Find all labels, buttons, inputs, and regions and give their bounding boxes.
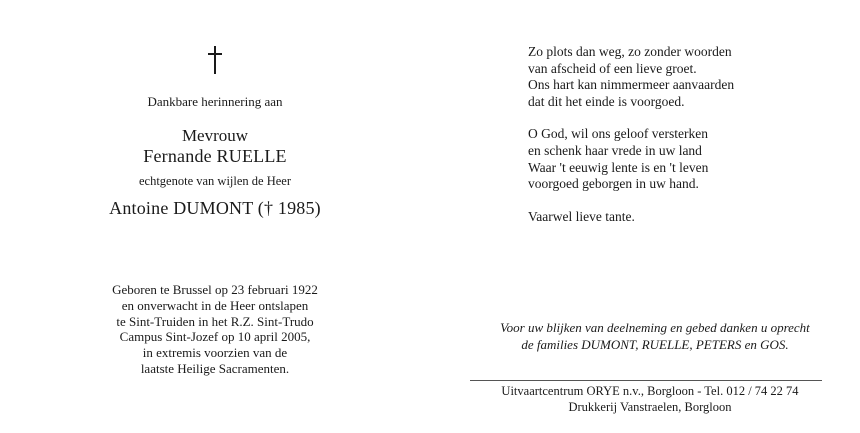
poem-line: voorgoed geborgen in uw hand. — [528, 176, 699, 192]
card-left-panel — [60, 0, 370, 433]
thanks-line: Voor uw blijken van deelneming en gebed danken u oprecht — [500, 320, 810, 335]
poem-line: Zo plots dan weg, zo zonder woorden — [528, 44, 732, 59]
bio-line: Campus Sint-Jozef op 10 april 2005, — [119, 329, 311, 345]
poem-line: dat dit het einde is voorgoed. — [528, 93, 685, 109]
spouse-name: Antoine DUMONT († 1985) — [109, 198, 321, 218]
poem — [528, 44, 828, 241]
thanks-note — [470, 320, 840, 353]
footer — [470, 384, 830, 415]
funeral-home-line: Uitvaartcentrum ORYE n.v., Borgloon - Tel. 012 / 74 22 74 — [501, 384, 799, 398]
poem-line: Vaarwel lieve tante. — [528, 208, 635, 224]
poem-line: van afscheid of een lieve groet. — [528, 60, 697, 76]
bio-line: Geboren te Brussel op 23 februari 1922 — [112, 282, 318, 297]
poem-line: Ons hart kan nimmermeer aanvaarden — [528, 77, 735, 93]
poem-stanza — [528, 209, 828, 226]
cross-icon — [208, 46, 222, 74]
biography — [60, 282, 370, 377]
poem-line: O God, wil ons geloof versterken — [528, 126, 708, 142]
printer-line: Drukkerij Vanstraelen, Borgloon — [568, 399, 732, 414]
bio-line: in extremis voorzien van de — [142, 345, 288, 361]
bio-line: te Sint-Truiden in het R.Z. Sint-Trudo — [116, 313, 314, 329]
poem-line: Waar 't eeuwig lente is en 't leven — [528, 159, 709, 175]
spouse-note: echtgenote van wijlen de Heer — [138, 174, 291, 188]
honorific: Mevrouw — [181, 126, 249, 145]
poem-stanza — [528, 44, 828, 110]
deceased-name: Fernande RUELLE — [143, 146, 287, 166]
bio-line: en onverwacht in de Heer ontslapen — [121, 297, 309, 313]
poem-line: en schenk haar vrede in uw land — [528, 142, 702, 158]
dedication-line: Dankbare herinnering aan — [147, 94, 283, 109]
poem-stanza — [528, 126, 828, 192]
bio-line: laatste Heilige Sacramenten. — [140, 360, 290, 376]
thanks-line: de families DUMONT, RUELLE, PETERS en GOS. — [521, 336, 789, 352]
divider — [470, 380, 822, 381]
